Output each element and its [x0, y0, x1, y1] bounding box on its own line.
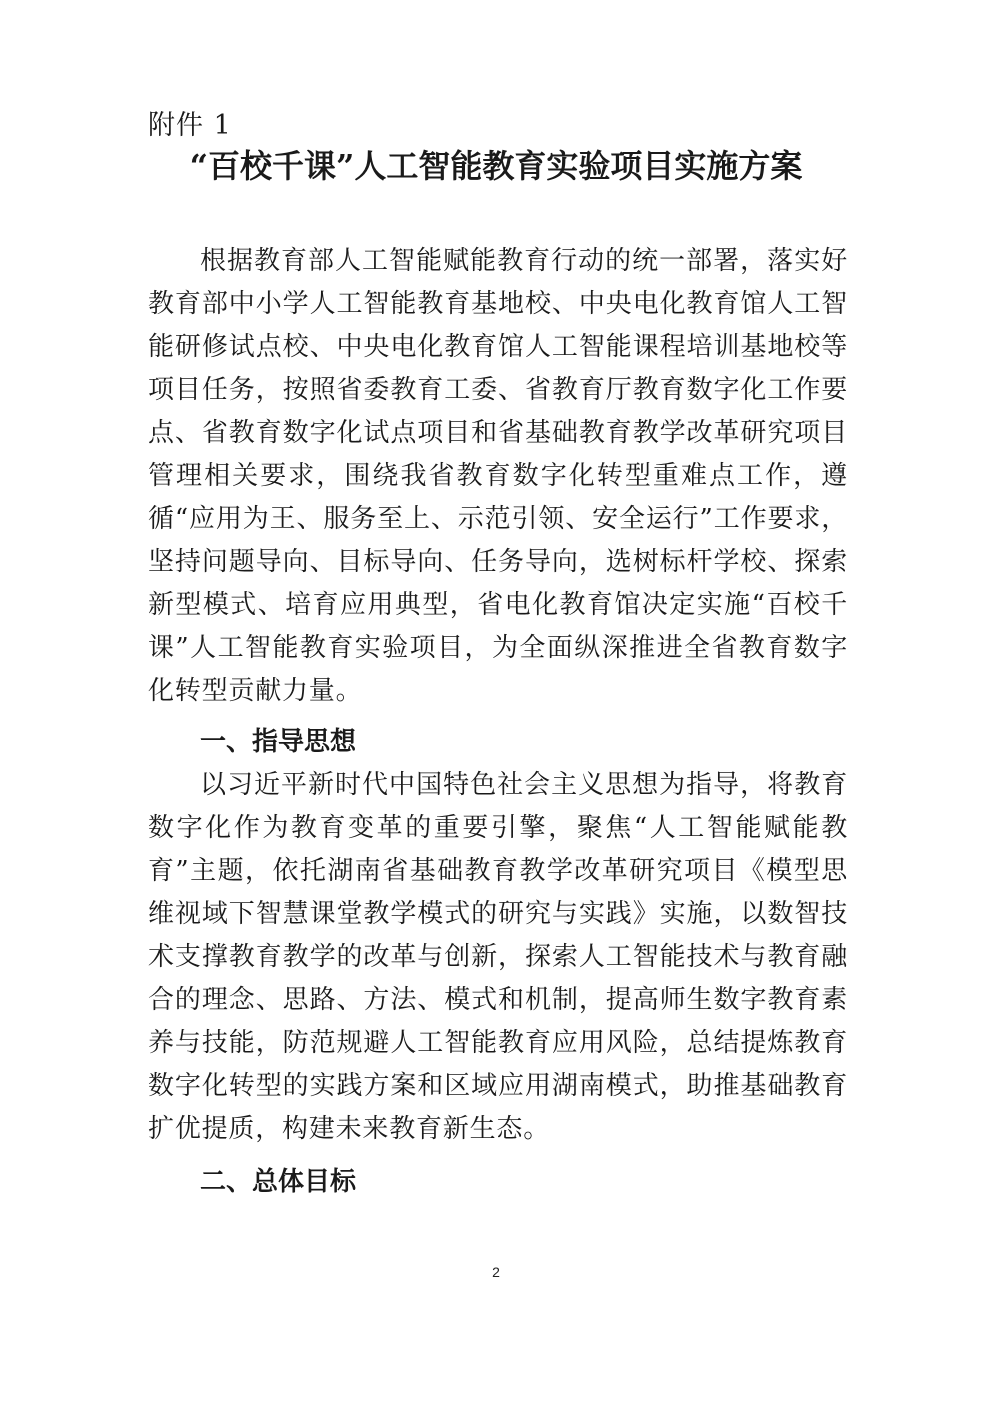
document-title: “百校千课”人工智能教育实验项目实施方案	[189, 147, 803, 185]
intro-paragraph: 根据教育部人工智能赋能教育行动的统一部署，落实好教育部中小学人工智能教育基地校、中央电化教育馆人工智能研修试点校、中央电化教育馆人工智能课程培训基地校等项目任务，按照省委教育工委、省教育厅教育数字化工作要点、省教育数字化试点项目和省基础教育教学改革研究项目管理相关要求，围绕我省教育数字化转型重难点工作，遵循“应用为王、服务至上、示范引领、安全运行”工作要求，坚持问题导向、目标导向、任务导向，选树标杆学校、探索新型模式、培育应用典型，省电化教育馆决定实施“百校千课”人工智能教育实验项目，为全面纵深推进全省教育数字化转型贡献力量。	[148, 246, 848, 706]
document-body	[148, 240, 848, 1204]
attachment-label: 附件 1	[148, 110, 232, 141]
section-heading-guiding-ideology: 一、指导思想	[200, 727, 357, 757]
guiding-ideology-paragraph: 以习近平新时代中国特色社会主义思想为指导，将教育数字化作为教育变革的重要引擎，聚焦“人工智能赋能教育”主题，依托湖南省基础教育教学改革研究项目《模型思维视域下智慧课堂教学模式的研究与实践》实施，以数智技术支撑教育教学的改革与创新，探索人工智能技术与教育融合的理念、思路、方法、模式和机制，提高师生数字教育素养与技能，防范规避人工智能教育应用风险，总结提炼教育数字化转型的实践方案和区域应用湖南模式，助推基础教育扩优提质，构建未来教育新生态。	[148, 770, 848, 1144]
page-number: 2	[492, 1264, 500, 1280]
section-heading-overall-goals: 二、总体目标	[200, 1167, 357, 1197]
